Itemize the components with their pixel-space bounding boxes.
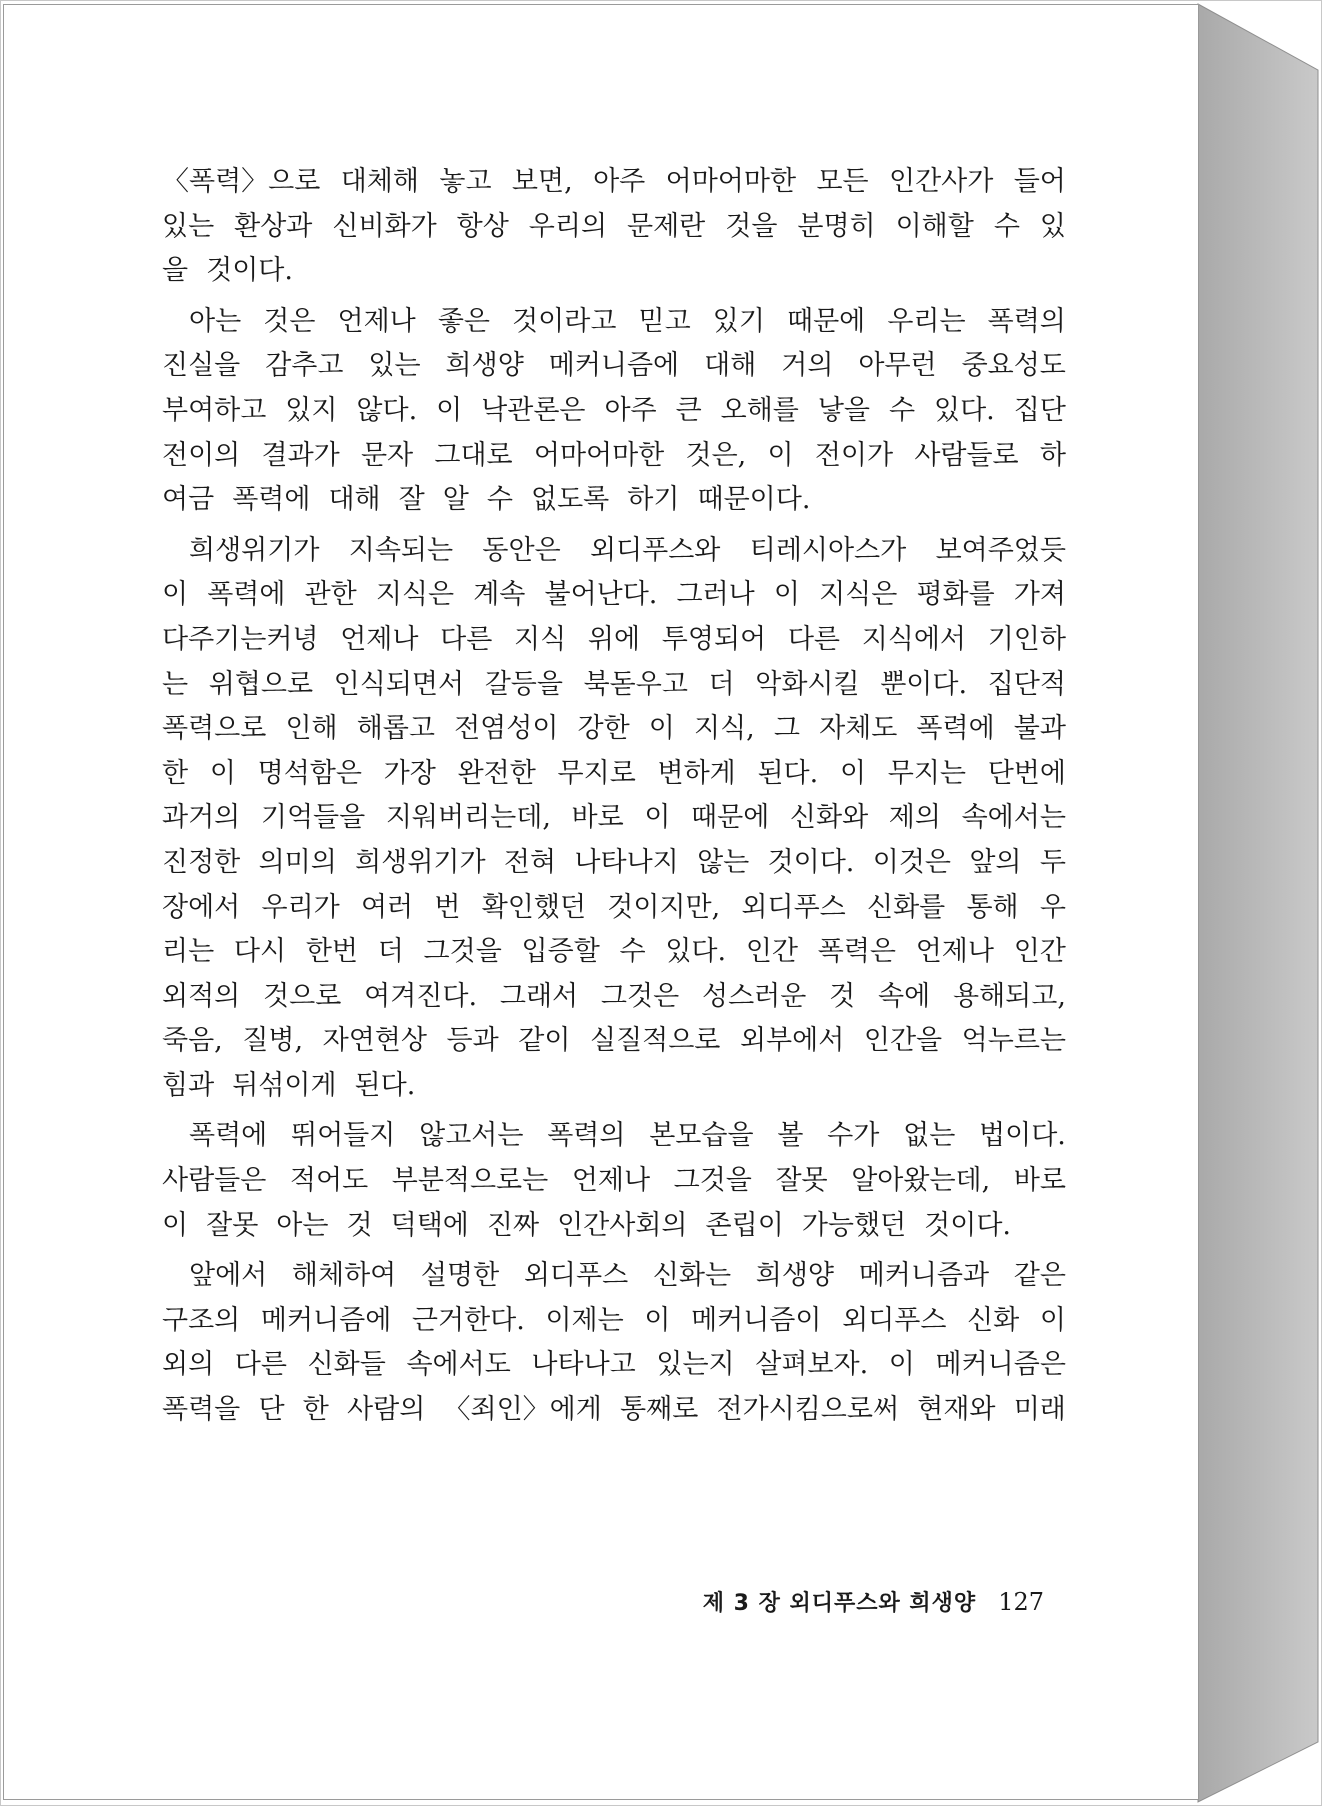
text-line: 구조의 메커니즘에 근거한다. 이제는 이 메커니즘이 외디푸스 신화 이: [162, 1304, 1066, 1336]
text-line: 있는 환상과 신비화가 항상 우리의 문제란 것을 분명히 이해할 수 있: [162, 210, 1066, 242]
page-number: 127: [998, 1588, 1044, 1616]
text-line: 한 이 명석함은 가장 완전한 무지로 변하게 된다. 이 무지는 단번에: [162, 757, 1066, 789]
text-line: 아는 것은 언제나 좋은 것이라고 믿고 있기 때문에 우리는 폭력의: [189, 305, 1066, 337]
text-line: 다주기는커녕 언제나 다른 지식 위에 투영되어 다른 지식에서 기인하: [162, 623, 1066, 655]
body-text: [162, 160, 1066, 1433]
text-line: 장에서 우리가 여러 번 확인했던 것이지만, 외디푸스 신화를 통해 우: [162, 891, 1066, 923]
running-footer: [600, 1586, 1044, 1617]
text-line: 진정한 의미의 희생위기가 전혀 나타나지 않는 것이다. 이것은 앞의 두: [162, 846, 1066, 878]
text-line: 희생위기가 지속되는 동안은 외디푸스와 티레시아스가 보여주었듯: [189, 534, 1066, 566]
chapter-title: 제 3 장 외디푸스와 희생양: [702, 1591, 977, 1616]
text-line: 폭력을 단 한 사람의 〈죄인〉에게 통째로 전가시킴으로써 현재와 미래: [162, 1394, 1066, 1426]
text-line: 폭력에 뛰어들지 않고서는 폭력의 본모습을 볼 수가 없는 법이다.: [189, 1120, 1066, 1152]
text-line: 외적의 것으로 여겨진다. 그래서 그것은 성스러운 것 속에 용해되고,: [162, 980, 1066, 1012]
text-line: 여금 폭력에 대해 잘 알 수 없도록 하기 때문이다.: [162, 484, 811, 516]
text-line: 부여하고 있지 않다. 이 낙관론은 아주 큰 오해를 낳을 수 있다. 집단: [162, 394, 1066, 426]
text-line: 전이의 결과가 문자 그대로 어마어마한 것은, 이 전이가 사람들로 하: [162, 439, 1066, 471]
text-line: 죽음, 질병, 자연현상 등과 같이 실질적으로 외부에서 인간을 억누르는: [162, 1025, 1066, 1057]
text-line: 리는 다시 한번 더 그것을 입증할 수 있다. 인간 폭력은 언제나 인간: [162, 936, 1066, 968]
text-line: 는 위협으로 인식되면서 갈등을 북돋우고 더 악화시킬 뿐이다. 집단적: [162, 668, 1066, 700]
text-line: 을 것이다.: [162, 255, 293, 287]
text-line: 폭력으로 인해 해롭고 전염성이 강한 이 지식, 그 자체도 폭력에 불과: [162, 713, 1066, 745]
text-line: 〈폭력〉으로 대체해 놓고 보면, 아주 어마어마한 모든 인간사가 들어: [162, 166, 1066, 197]
text-line: 힘과 뒤섞이게 된다.: [162, 1069, 416, 1101]
text-line: 이 폭력에 관한 지식은 계속 불어난다. 그러나 이 지식은 평화를 가져: [162, 579, 1066, 611]
text-line: 진실을 감추고 있는 희생양 메커니즘에 대해 거의 아무런 중요성도: [162, 350, 1066, 382]
text-line: 이 잘못 아는 것 덕택에 진짜 인간사회의 존립이 가능했던 것이다.: [162, 1209, 1012, 1241]
text-line: 외의 다른 신화들 속에서도 나타나고 있는지 살펴보자. 이 메커니즘은: [162, 1349, 1066, 1381]
text-line: 사람들은 적어도 부분적으로는 언제나 그것을 잘못 알아왔는데, 바로: [162, 1165, 1066, 1197]
text-line: 과거의 기억들을 지워버리는데, 바로 이 때문에 신화와 제의 속에서는: [162, 802, 1066, 834]
text-line: 앞에서 해체하여 설명한 외디푸스 신화는 희생양 메커니즘과 같은: [189, 1260, 1066, 1292]
